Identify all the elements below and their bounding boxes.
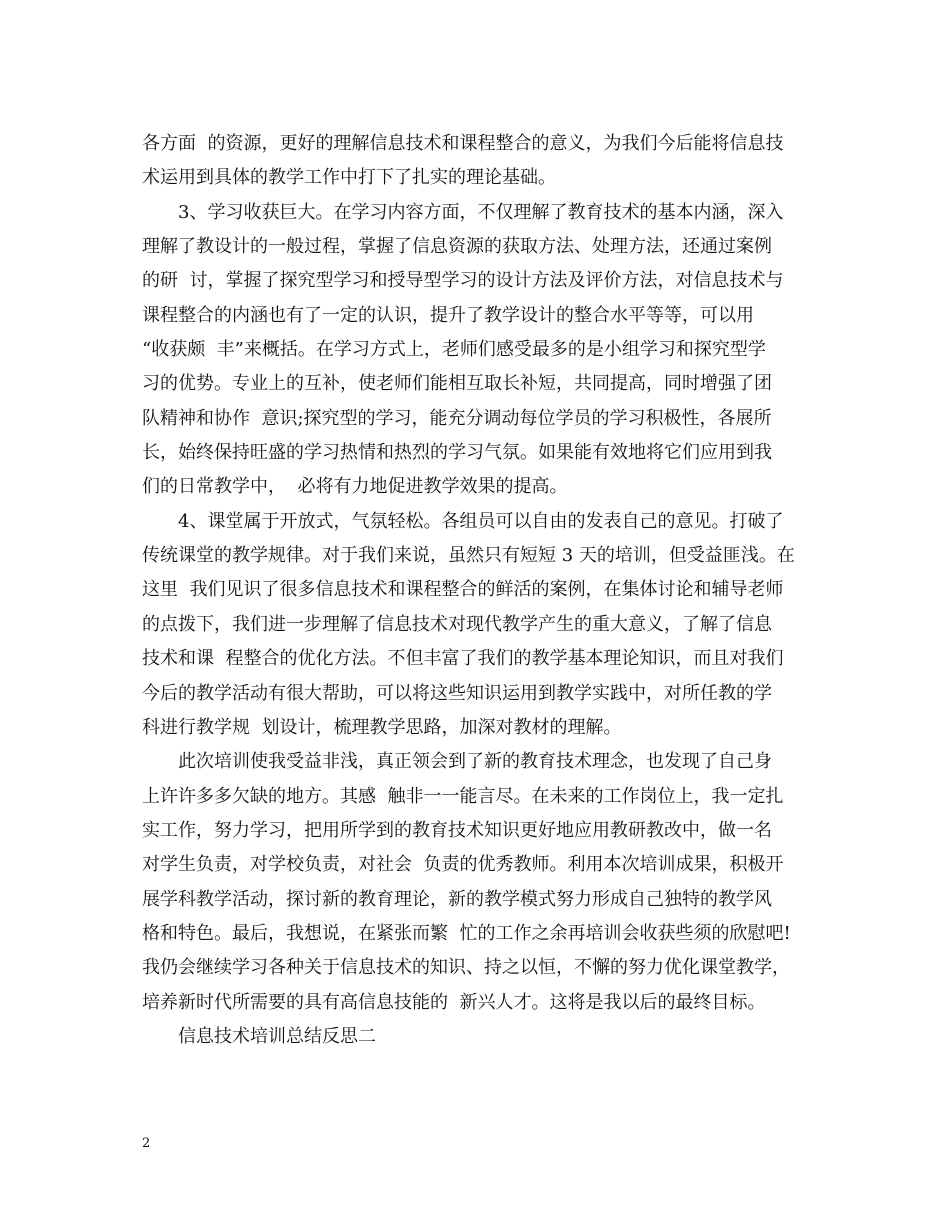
text-line: 术运用到具体的教学工作中打下了扎实的理论基础。: [142, 167, 556, 189]
text-line: 我仍会继续学习各种关于信息技术的知识、持之以恒，不懈的努力优化课堂教学，: [142, 957, 790, 979]
text-line: “收获颇 丰”来概括。在学习方式上，老师们感受最多的是小组学习和探究型学: [142, 339, 766, 361]
text-line: 格和特色。最后，我想说，在紧张而繁 忙的工作之余再培训会收获些须的欣慰吧!: [142, 922, 791, 944]
text-line: 培养新时代所需要的具有高信息技能的 新兴人才。这将是我以后的最终目标。: [142, 991, 766, 1013]
text-line: 长，始终保持旺盛的学习热情和热烈的学习气氛。如果能有效地将它们应用到我: [142, 442, 772, 464]
text-line: 科进行教学规 划设计，梳理教学思路，加深对教材的理解。: [142, 716, 622, 738]
text-line: 们的日常教学中， 必将有力地促进教学效果的提高。: [142, 476, 568, 498]
text-line: 展学科教学活动，探讨新的教育理论，新的教学模式努力形成自己独特的教学风: [142, 888, 772, 910]
section-heading: 信息技术培训总结反思二: [178, 1025, 376, 1047]
text-line: 的研 讨，掌握了探究型学习和授导型学习的设计方法及评价方法，对信息技术与: [142, 270, 784, 292]
text-line: 队精神和协作 意识;探究型的学习，能充分调动每位学员的学习积极性，各展所: [142, 407, 772, 429]
text-line: 这里 我们见识了很多信息技术和课程整合的鲜活的案例，在集体讨论和辅导老师: [142, 579, 784, 601]
text-line: 的点拨下，我们进一步理解了信息技术对现代教学产生的重大意义，了解了信息: [142, 613, 772, 635]
text-line: 对学生负责，对学校负责，对社会 负责的优秀教师。利用本次培训成果，积极开: [142, 854, 784, 876]
document-body: [142, 127, 812, 1054]
text-line: 传统课堂的教学规律。对于我们来说，虽然只有短短 3 天的培训，但受益匪浅。在: [142, 545, 795, 567]
text-line: 上许许多多欠缺的地方。其感 触非一一能言尽。在未来的工作岗位上，我一定扎: [142, 785, 784, 807]
text-line: 习的优势。专业上的互补，使老师们能相互取长补短，共同提高，同时增强了团: [142, 373, 772, 395]
paragraph-start-line: 此次培训使我受益非浅，真正领会到了新的教育技术理念，也发现了自己身: [178, 751, 772, 773]
text-line: 理解了教设计的一般过程，掌握了信息资源的获取方法、处理方法，还通过案例: [142, 236, 772, 258]
text-line: 技术和课 程整合的优化方法。不但丰富了我们的教学基本理论知识，而且对我们: [142, 648, 784, 670]
text-line: 课程整合的内涵也有了一定的认识，提升了教学设计的整合水平等等，可以用: [142, 304, 754, 326]
text-line: 今后的教学活动有很大帮助，可以将这些知识运用到教学实践中，对所任教的学: [142, 682, 772, 704]
text-line: 实工作，努力学习，把用所学到的教育技术知识更好地应用教研教改中，做一名: [142, 819, 772, 841]
paragraph-start-line: 3、学习收获巨大。在学习内容方面，不仅理解了教育技术的基本内涵，深入: [178, 201, 784, 223]
paragraph-start-line: 4、课堂属于开放式，气氛轻松。各组员可以自由的发表自己的意见。打破了: [178, 510, 784, 532]
text-line: 各方面 的资源，更好的理解信息技术和课程整合的意义，为我们今后能将信息技: [142, 133, 784, 154]
page-number: 2: [142, 1136, 151, 1151]
